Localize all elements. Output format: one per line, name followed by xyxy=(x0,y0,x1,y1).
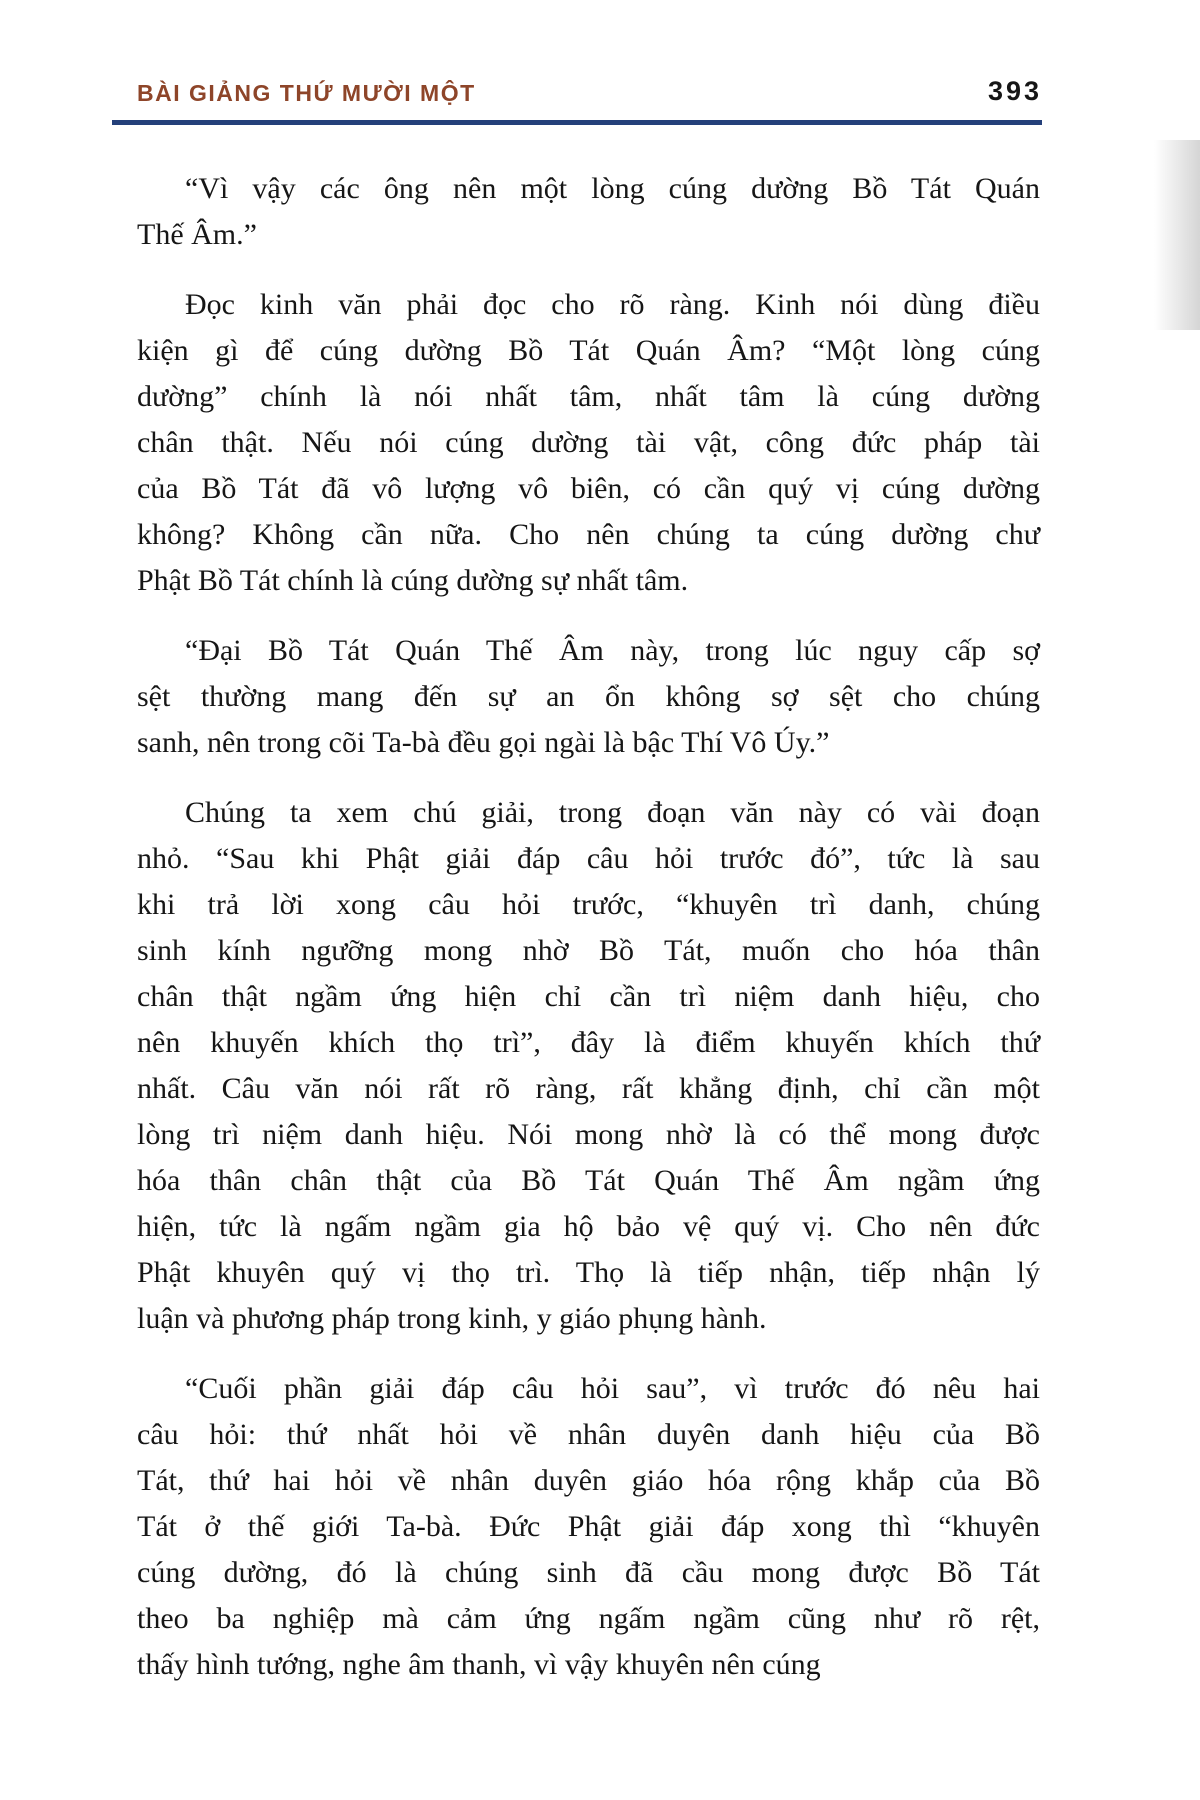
text-line: Phật khuyên quý vị thọ trì. Thọ là tiếp nhận, tiếp nhận lý xyxy=(137,1256,1040,1289)
text-line: cúng dường, đó là chúng sinh đã cầu mong được Bồ Tát xyxy=(137,1556,1040,1589)
text-line: sệt thường mang đến sự an ổn không sợ sệt cho chúng xyxy=(137,680,1040,713)
text-line: hóa thân chân thật của Bồ Tát Quán Thế Âm ngầm ứng xyxy=(137,1164,1040,1197)
text-line: nhất. Câu văn nói rất rõ ràng, rất khẳng định, chỉ cần một xyxy=(137,1072,1040,1105)
text-line: “Đại Bồ Tát Quán Thế Âm này, trong lúc nguy cấp sợ xyxy=(185,634,1040,667)
text-line: Phật Bồ Tát chính là cúng dường sự nhất tâm. xyxy=(137,564,689,597)
text-line: sinh kính ngưỡng mong nhờ Bồ Tát, muốn cho hóa thân xyxy=(137,934,1040,967)
text-line: dường” chính là nói nhất tâm, nhất tâm là cúng dường xyxy=(137,380,1040,413)
text-line: khi trả lời xong câu hỏi trước, “khuyên trì danh, chúng xyxy=(137,888,1040,921)
text-line: Tát ở thế giới Ta-bà. Đức Phật giải đáp xong thì “khuyên xyxy=(137,1510,1040,1543)
text-line: chân thật. Nếu nói cúng dường tài vật, công đức pháp tài xyxy=(137,426,1040,459)
body-text xyxy=(137,166,1040,1712)
text-line: luận và phương pháp trong kinh, y giáo phụng hành. xyxy=(137,1302,767,1335)
page-number: 393 xyxy=(987,76,1042,106)
chapter-title: BÀI GIẢNG THỨ MƯỜI MỘT xyxy=(137,80,476,106)
text-line: chân thật ngầm ứng hiện chỉ cần trì niệm danh hiệu, cho xyxy=(137,980,1040,1013)
quote-paragraph xyxy=(137,166,1040,258)
page-header xyxy=(112,76,1042,125)
text-line: của Bồ Tát đã vô lượng vô biên, có cần quý vị cúng dường xyxy=(137,472,1040,505)
text-line: “Cuối phần giải đáp câu hỏi sau”, vì trước đó nêu hai xyxy=(185,1372,1040,1405)
text-line: không? Không cần nữa. Cho nên chúng ta cúng dường chư xyxy=(137,518,1040,551)
text-line: theo ba nghiệp mà cảm ứng ngấm ngầm cũng như rõ rệt, xyxy=(137,1602,1040,1635)
text-line: nhỏ. “Sau khi Phật giải đáp câu hỏi trước đó”, tức là sau xyxy=(137,842,1040,875)
text-line: Chúng ta xem chú giải, trong đoạn văn này có vài đoạn xyxy=(185,796,1040,829)
paragraph xyxy=(137,1366,1040,1688)
text-line: Tát, thứ hai hỏi về nhân duyên giáo hóa rộng khắp của Bồ xyxy=(137,1464,1040,1497)
text-line: hiện, tức là ngấm ngầm gia hộ bảo vệ quý vị. Cho nên đức xyxy=(137,1210,1040,1243)
text-line: nên khuyến khích thọ trì”, đây là điểm khuyến khích thứ xyxy=(137,1026,1040,1059)
text-line: câu hỏi: thứ nhất hỏi về nhân duyên danh hiệu của Bồ xyxy=(137,1418,1040,1451)
paragraph xyxy=(137,790,1040,1342)
text-line: sanh, nên trong cõi Ta-bà đều gọi ngài là bậc Thí Vô Úy.” xyxy=(137,726,830,759)
text-line: Đọc kinh văn phải đọc cho rõ ràng. Kinh nói dùng điều xyxy=(185,288,1040,321)
text-line: kiện gì để cúng dường Bồ Tát Quán Âm? “Một lòng cúng xyxy=(137,334,1040,367)
text-line: thấy hình tướng, nghe âm thanh, vì vậy khuyên nên cúng xyxy=(137,1648,821,1681)
text-line: “Vì vậy các ông nên một lòng cúng dường Bồ Tát Quán xyxy=(185,172,1040,205)
quote-paragraph xyxy=(137,628,1040,766)
text-line: Thế Âm.” xyxy=(137,218,257,251)
scan-shadow xyxy=(1154,140,1200,330)
text-line: lòng trì niệm danh hiệu. Nói mong nhờ là có thể mong được xyxy=(137,1118,1040,1151)
paragraph xyxy=(137,282,1040,604)
